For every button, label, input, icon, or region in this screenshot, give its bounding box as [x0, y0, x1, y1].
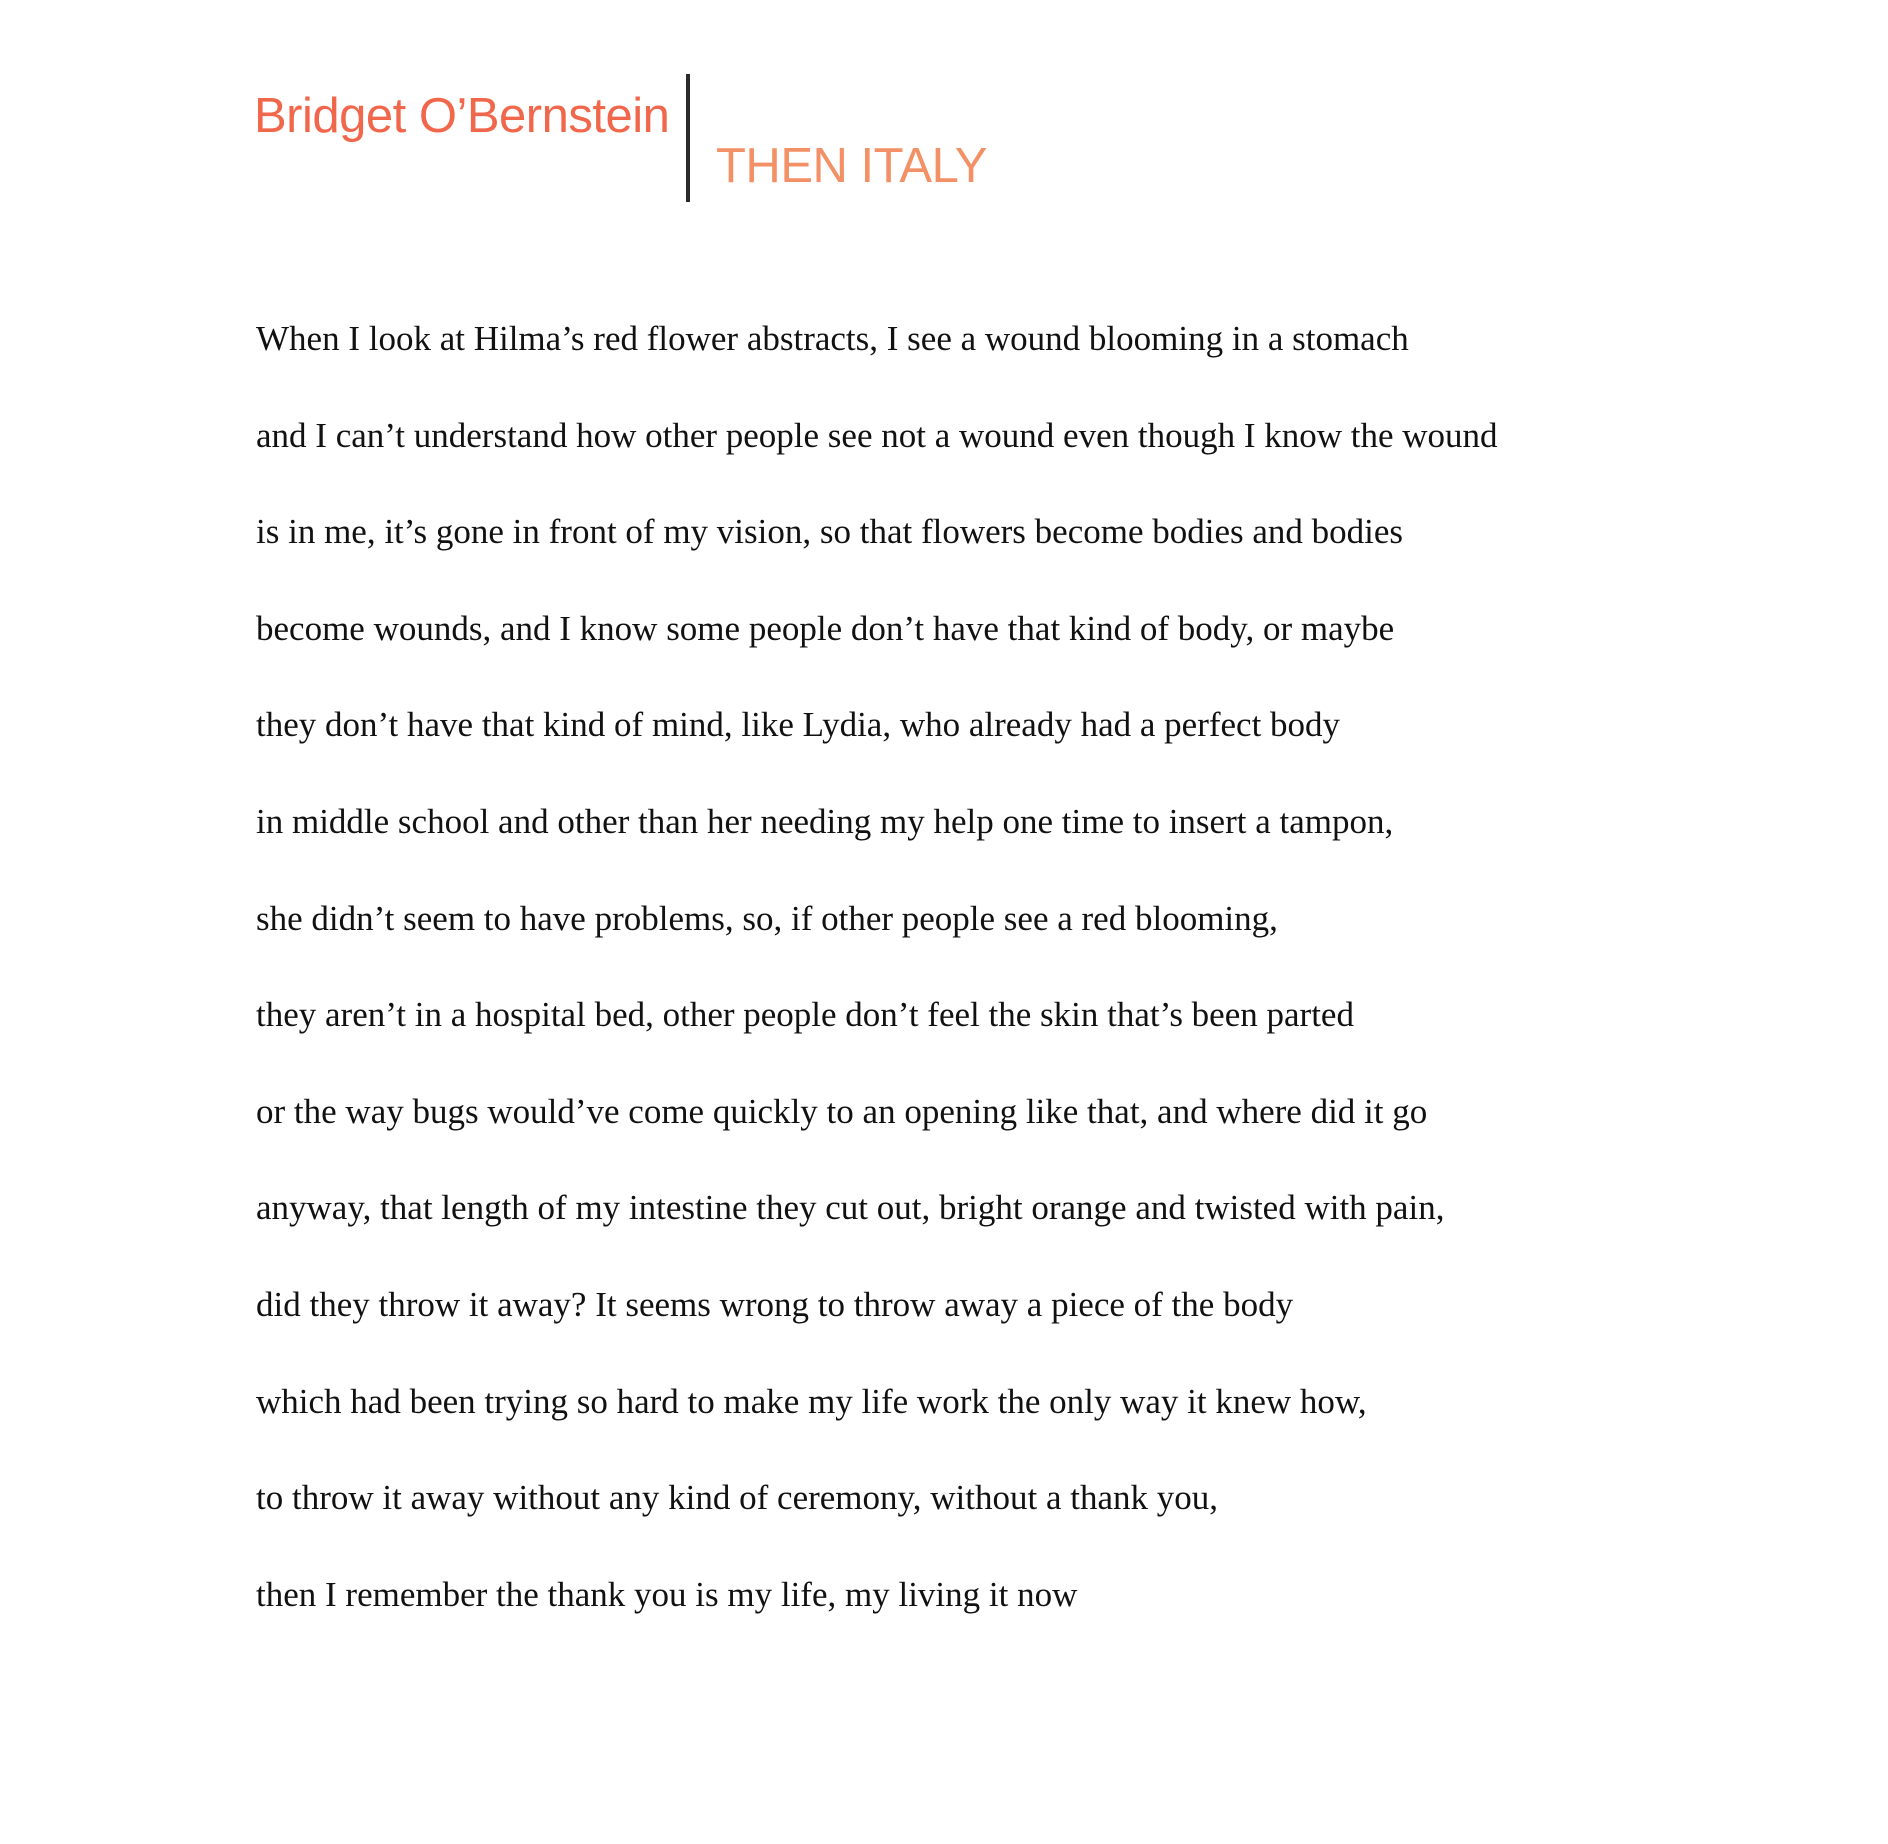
header-divider — [686, 74, 690, 202]
poem-title: THEN ITALY — [716, 139, 987, 193]
poem-line: did they throw it away? It seems wrong to throw away a piece of the body — [256, 1284, 1294, 1324]
poem-line: or the way bugs would’ve come quickly to an opening like that, and where did it go — [256, 1091, 1428, 1131]
poem-line: in middle school and other than her needing my help one time to insert a tampon, — [256, 801, 1394, 841]
poem-line: is in me, it’s gone in front of my vision, so that flowers become bodies and bodies — [256, 512, 1404, 552]
poem-line: and I can’t understand how other people see not a wound even though I know the wound — [256, 415, 1498, 455]
poem-line: become wounds, and I know some people don’t have that kind of body, or maybe — [256, 608, 1395, 648]
poem-line: which had been trying so hard to make my life work the only way it knew how, — [256, 1381, 1367, 1421]
poem-line: she didn’t seem to have problems, so, if other people see a red blooming, — [256, 898, 1278, 938]
poem-line: anyway, that length of my intestine they cut out, bright orange and twisted with pain, — [256, 1188, 1445, 1228]
poem-line: When I look at Hilma’s red flower abstracts, I see a wound blooming in a stomach — [256, 319, 1409, 358]
poem-line: they aren’t in a hospital bed, other people don’t feel the skin that’s been parted — [256, 995, 1354, 1035]
author-name: Bridget O’Bernstein — [254, 89, 670, 143]
poem-line: they don’t have that kind of mind, like Lydia, who already had a perfect body — [256, 705, 1341, 745]
poem-line: to throw it away without any kind of ceremony, without a thank you, — [256, 1478, 1218, 1518]
poem-line: then I remember the thank you is my life, my living it now — [256, 1574, 1078, 1614]
poem-body — [256, 317, 1498, 1669]
